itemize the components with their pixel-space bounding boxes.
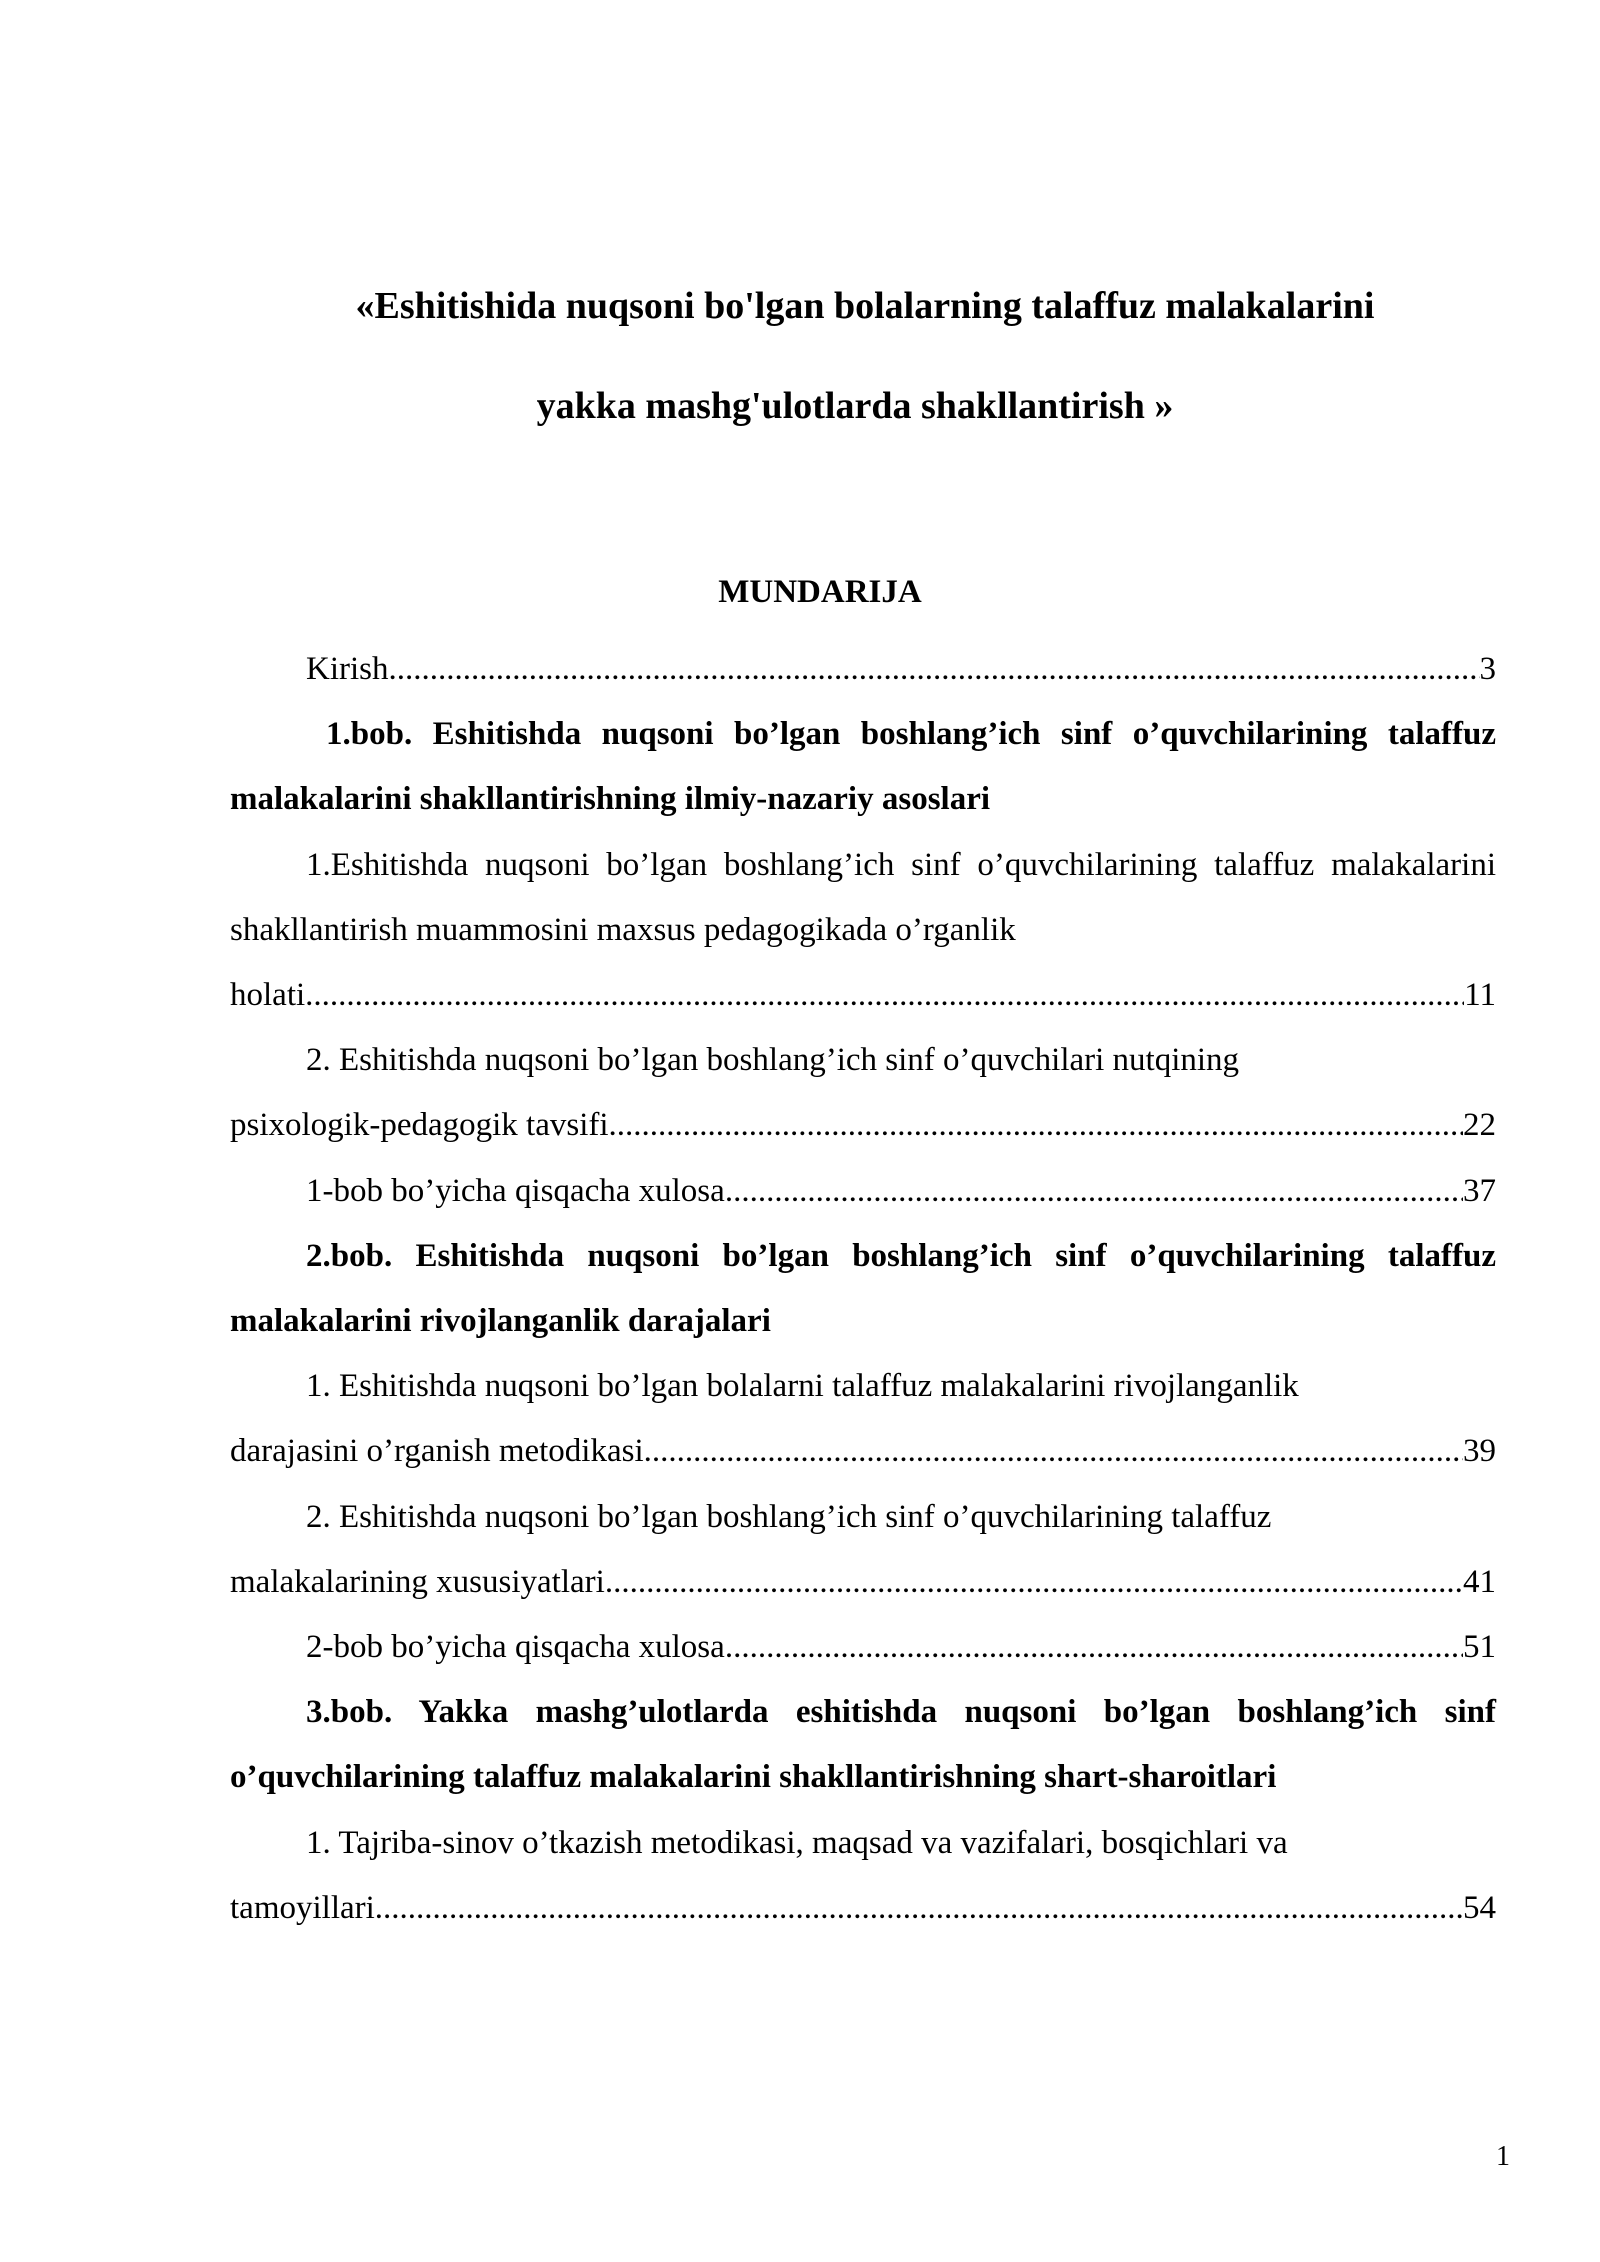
toc-leader-dots bbox=[605, 1550, 1463, 1615]
toc-entry-text: holati bbox=[230, 977, 306, 1014]
toc-entry-text: Kirish bbox=[306, 651, 389, 687]
toc-leader-dots bbox=[644, 1419, 1463, 1484]
toc-chapter-1-summary[interactable] bbox=[230, 1159, 1496, 1224]
toc-section-1-1-tail[interactable] bbox=[230, 963, 1496, 1028]
toc-page-number: 3 bbox=[1479, 651, 1496, 687]
toc-page-number: 41 bbox=[1463, 1563, 1496, 1600]
toc-chapter-2-summary[interactable] bbox=[230, 1615, 1496, 1680]
toc-entry-text: 2-bob bo’yicha qisqacha xulosa bbox=[306, 1629, 725, 1666]
toc-page-number: 39 bbox=[1463, 1433, 1496, 1470]
toc-leader-dots bbox=[609, 1093, 1463, 1158]
toc-section-2-2-lead[interactable]: 2. Eshitishda nuqsoni bo’lgan boshlang’ich sinf o’quvchilarining talaffuz bbox=[306, 1498, 1272, 1535]
toc-page-number: 37 bbox=[1463, 1172, 1496, 1209]
toc-entry-text: darajasini o’rganish metodikasi bbox=[230, 1433, 644, 1470]
table-of-contents bbox=[230, 637, 1496, 1941]
toc-heading: MUNDARIJA bbox=[718, 574, 922, 610]
toc-section-3-1-lead[interactable]: 1. Tajriba-sinov o’tkazish metodikasi, maqsad va vazifalari, bosqichlari va bbox=[306, 1824, 1288, 1861]
toc-section-1-2-lead[interactable]: 2. Eshitishda nuqsoni bo’lgan boshlang’ich sinf o’quvchilari nutqining bbox=[306, 1042, 1240, 1079]
toc-leader-dots bbox=[389, 637, 1480, 702]
toc-section-2-1-tail[interactable] bbox=[230, 1419, 1496, 1484]
toc-chapter-3[interactable]: 3.bob. Yakka mashg’ulotlarda eshitishda nuqsoni bo’lgan boshlang’ich sinf o’quvchilarining talaffuz malakalarini shakllantirishning shart-sharoitlari bbox=[230, 1694, 1496, 1796]
toc-page-number: 22 bbox=[1463, 1107, 1496, 1144]
toc-page-number: 11 bbox=[1464, 977, 1496, 1014]
toc-chapter-2[interactable]: 2.bob. Eshitishda nuqsoni bo’lgan boshlang’ich sinf o’quvchilarining talaffuz malakalarini rivojlanganlik darajalari bbox=[230, 1237, 1496, 1340]
toc-leader-dots bbox=[305, 963, 1464, 1028]
toc-leader-dots bbox=[375, 1876, 1463, 1941]
toc-leader-dots bbox=[725, 1159, 1463, 1224]
toc-entry-text: malakalarining xususiyatlari bbox=[230, 1563, 605, 1600]
toc-entry-intro[interactable] bbox=[230, 637, 1496, 702]
document-title-line-1: «Eshitishida nuqsoni bo'lgan bolalarning talaffuz malakalarini bbox=[355, 285, 1375, 327]
toc-entry-text: psixologik-pedagogik tavsifi bbox=[230, 1107, 609, 1144]
document-title-line-2: yakka mashg'ulotlarda shakllantirish » bbox=[536, 385, 1174, 427]
toc-entry-text: 1-bob bo’yicha qisqacha xulosa bbox=[306, 1172, 725, 1209]
toc-chapter-1[interactable]: 1.bob. Eshitishda nuqsoni bo’lgan boshlang’ich sinf o’quvchilarining talaffuz malakalarini shakllantirishning ilmiy-nazariy asoslari bbox=[230, 716, 1496, 818]
toc-section-1-1-lead[interactable]: 1.Eshitishda nuqsoni bo’lgan boshlang’ich sinf o’quvchilarining talaffuz malakalarini shakllantirish muammosini maxsus pedagogikada o’rganlik bbox=[230, 846, 1496, 948]
toc-page-number: 51 bbox=[1463, 1629, 1496, 1666]
toc-section-3-1-tail[interactable] bbox=[230, 1876, 1496, 1941]
toc-section-2-1-lead[interactable]: 1. Eshitishda nuqsoni bo’lgan bolalarni talaffuz malakalarini rivojlanganlik bbox=[306, 1368, 1299, 1405]
toc-section-2-2-tail[interactable] bbox=[230, 1550, 1496, 1615]
toc-leader-dots bbox=[725, 1615, 1463, 1680]
toc-page-number: 54 bbox=[1463, 1889, 1496, 1926]
page-number: 1 bbox=[1496, 2141, 1510, 2172]
toc-entry-text: tamoyillari bbox=[230, 1889, 375, 1926]
toc-section-1-2-tail[interactable] bbox=[230, 1093, 1496, 1158]
